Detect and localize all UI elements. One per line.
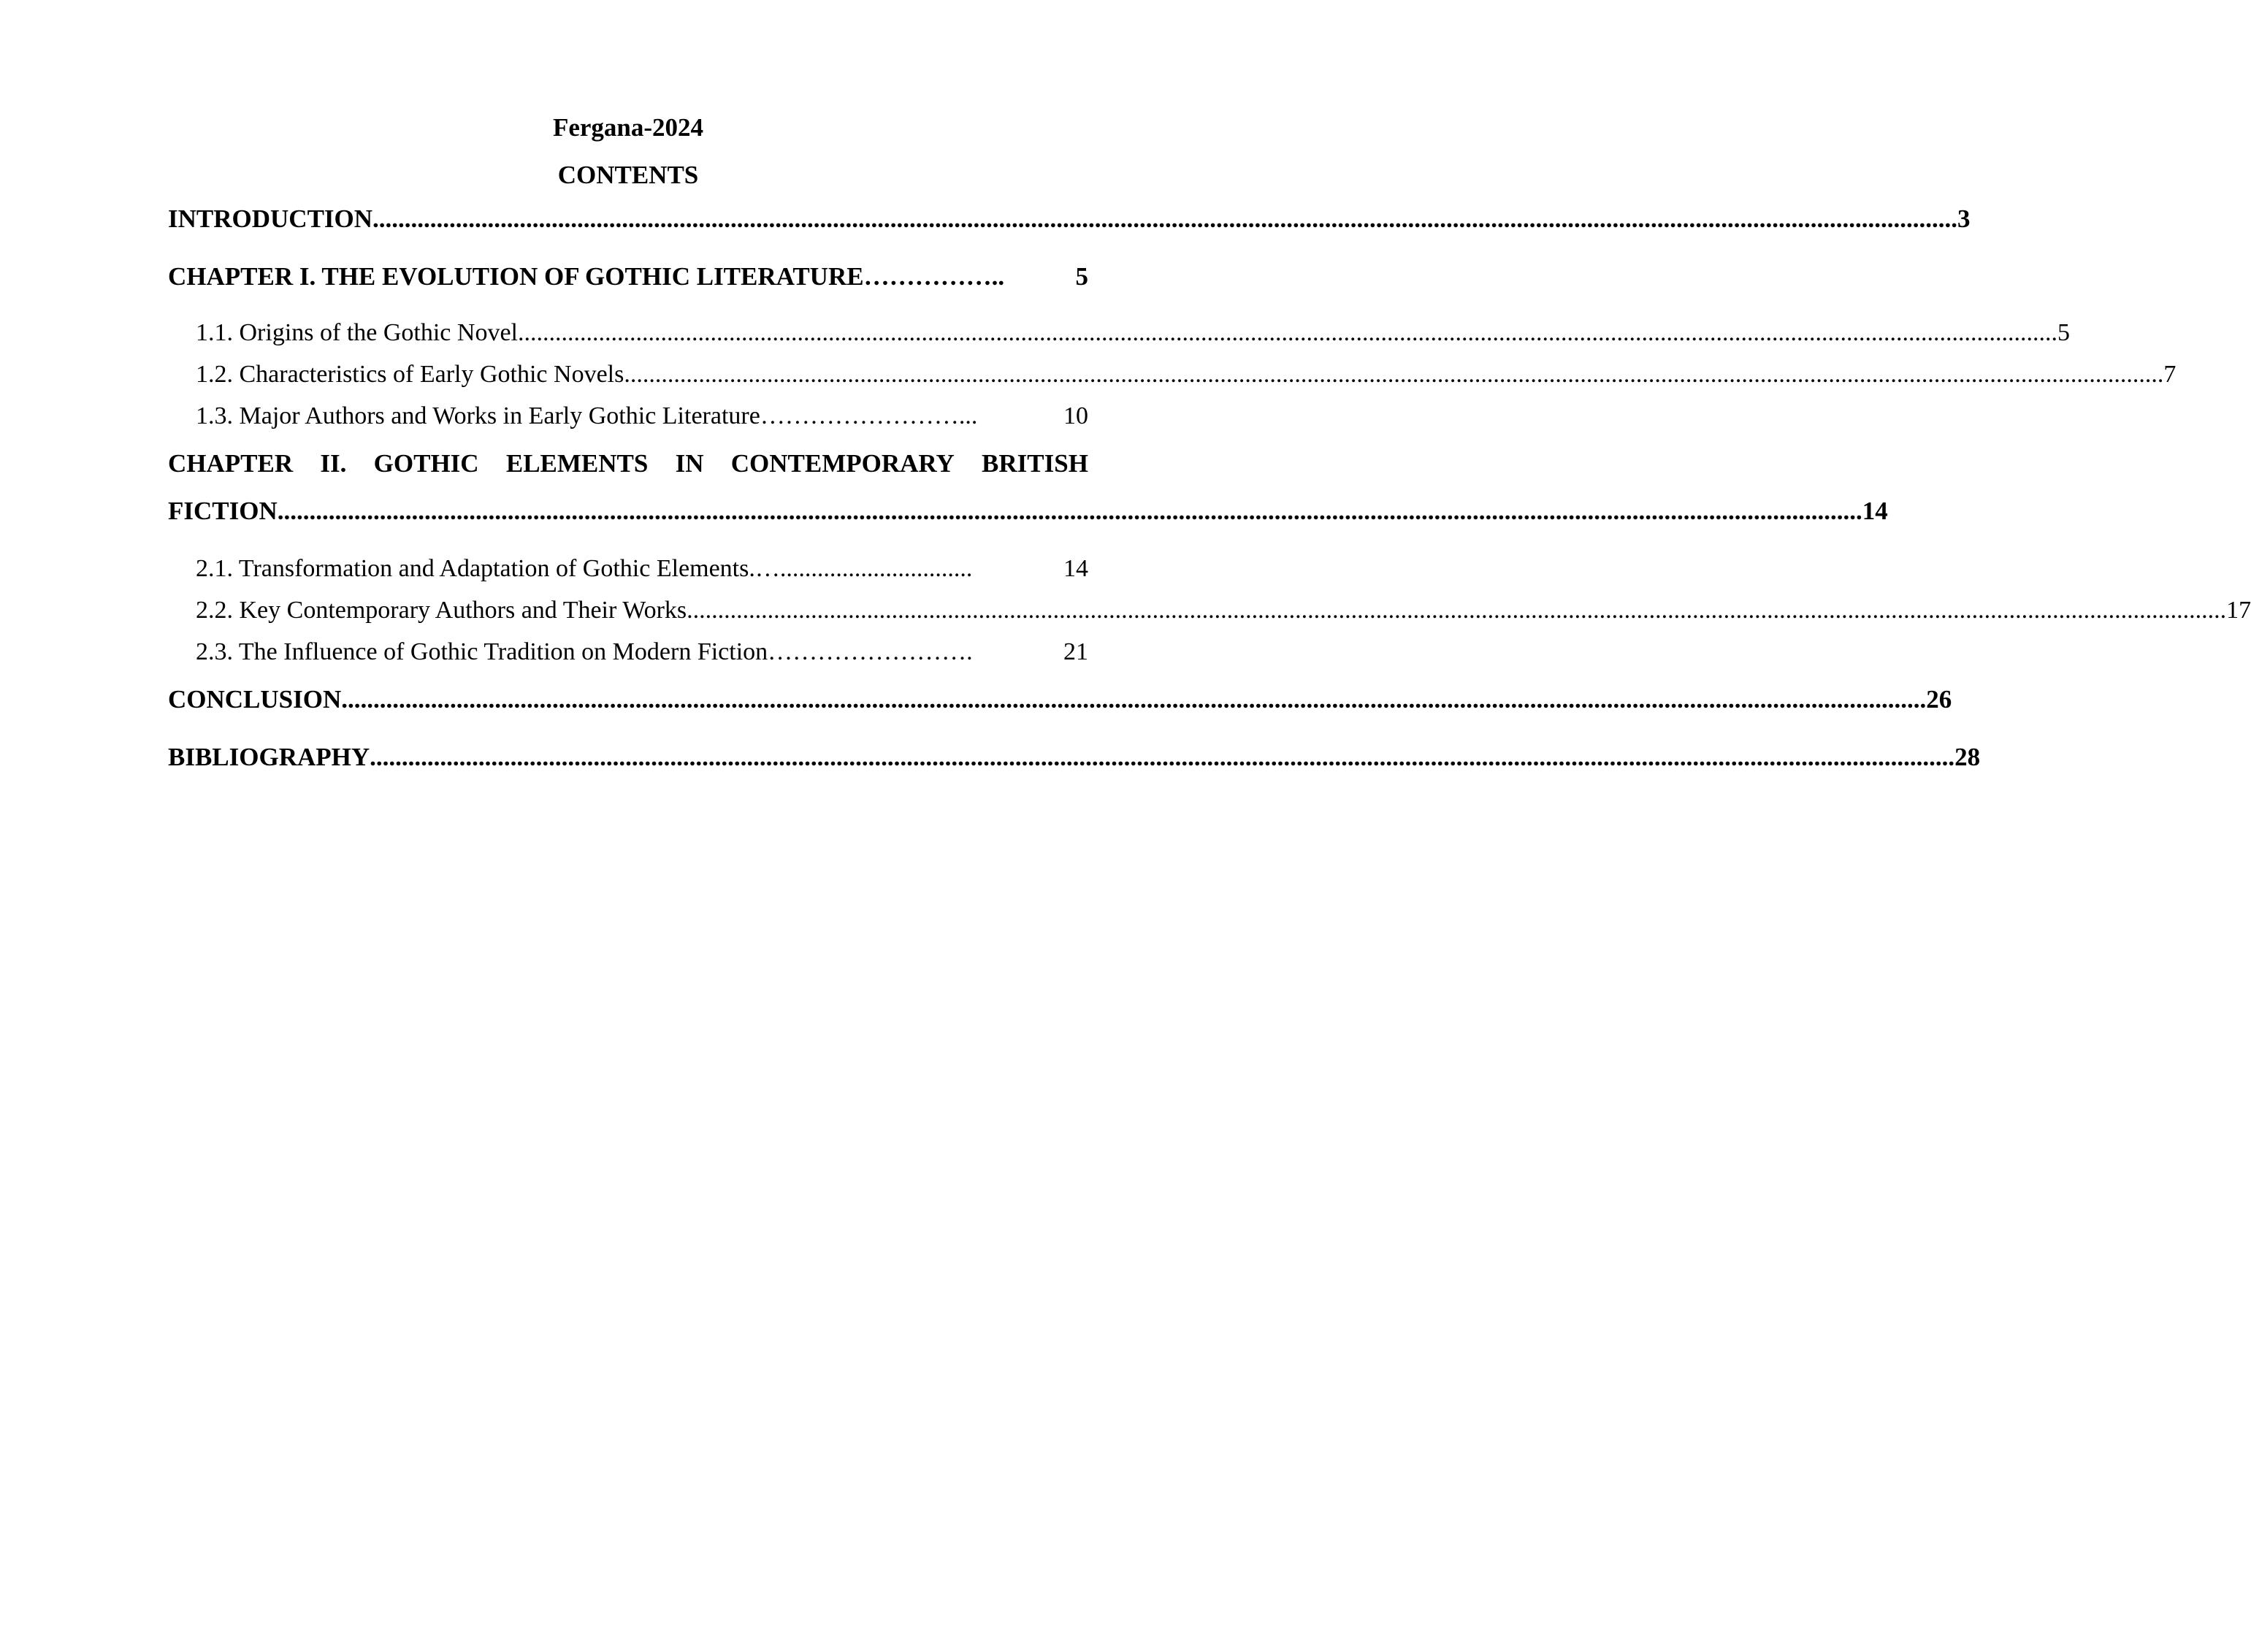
dot-leader: ........................................................................................................................................................................................................................................................	[370, 743, 1955, 771]
page-number: 28	[1954, 743, 1981, 771]
toc-label: 1.2. Characteristics of Early Gothic Novels	[196, 361, 624, 388]
chapter-2-word: II.	[320, 449, 347, 478]
toc-label: CONCLUSION	[168, 685, 342, 714]
toc-entry-section-2-3[interactable]	[168, 638, 1088, 667]
page-number: 5	[1075, 262, 1088, 291]
toc-label: CHAPTER I. THE EVOLUTION OF GOTHIC LITERATURE	[168, 262, 864, 291]
contents-title: CONTENTS	[557, 161, 699, 189]
toc-label: 2.1. Transformation and Adaptation of Gothic Elements.	[196, 555, 755, 582]
toc-label: 2.2. Key Contemporary Authors and Their Works	[196, 597, 687, 624]
toc-entry-chapter-1[interactable]	[168, 262, 1088, 291]
dot-leader: ........................................................................................................................................................................................................................................................	[518, 319, 2057, 346]
chapter-2-word: CHAPTER	[168, 449, 294, 478]
toc-entry-section-1-3[interactable]	[168, 402, 1088, 431]
dot-leader: …...............................	[754, 555, 973, 582]
chapter-2-word: ELEMENTS	[505, 449, 649, 478]
toc-label: BIBLIOGRAPHY	[168, 743, 370, 771]
chapter-2-word: BRITISH	[982, 449, 1088, 478]
dot-leader: ........................................................................................................................................................................................................................................................	[624, 361, 2164, 388]
toc-entry-bibliography[interactable]	[168, 743, 1981, 772]
toc-entry-conclusion[interactable]	[168, 685, 1952, 714]
toc-entry-section-2-2[interactable]	[168, 596, 2251, 625]
toc-label: 1.1. Origins of the Gothic Novel	[196, 319, 518, 346]
chapter-2-word: GOTHIC	[373, 449, 479, 478]
toc-entry-introduction[interactable]	[168, 204, 1971, 234]
chapter-2-word: CONTEMPORARY	[730, 449, 955, 478]
toc-label: FICTION	[168, 497, 278, 525]
page-number: 17	[2226, 597, 2251, 624]
toc-entry-section-1-2[interactable]	[168, 360, 2177, 389]
page-number: 10	[1063, 402, 1088, 429]
dot-leader: ........................................................................................................................................................................................................................................................	[341, 685, 1927, 714]
page-number: 14	[1063, 555, 1088, 582]
toc-label: 2.3. The Influence of Gothic Tradition on Modern Fiction	[196, 638, 768, 665]
chapter-2-title-line-2	[168, 497, 1888, 526]
dot-leader: ……………………...	[760, 402, 978, 429]
page-number: 14	[1862, 497, 1888, 525]
chapter-2-word: IN	[675, 449, 704, 478]
page-number: 21	[1063, 638, 1088, 665]
page-number: 5	[2057, 319, 2070, 346]
dot-leader: ……………..	[863, 262, 1005, 291]
dot-leader: ........................................................................................................................................................................................................................................................	[687, 597, 2227, 624]
dot-leader: …………………….	[768, 638, 973, 665]
toc-entry-section-1-1[interactable]	[168, 318, 2070, 348]
toc-entry-chapter-2[interactable]	[168, 449, 1888, 526]
chapter-2-title-line-1	[168, 449, 1088, 478]
toc-label: 1.3. Major Authors and Works in Early Gothic Literature	[196, 402, 760, 429]
page-number: 3	[1957, 204, 1971, 233]
toc-label: INTRODUCTION	[168, 204, 373, 233]
table-of-contents	[168, 204, 2251, 800]
toc-entry-section-2-1[interactable]	[168, 554, 1088, 584]
page-number: 26	[1926, 685, 1952, 714]
dot-leader: ........................................................................................................................................................................................................................................................	[277, 497, 1862, 525]
page-number: 7	[2163, 361, 2177, 388]
place-year: Fergana-2024	[552, 113, 704, 142]
dot-leader: ........................................................................................................................................................................................................................................................	[372, 204, 1958, 233]
